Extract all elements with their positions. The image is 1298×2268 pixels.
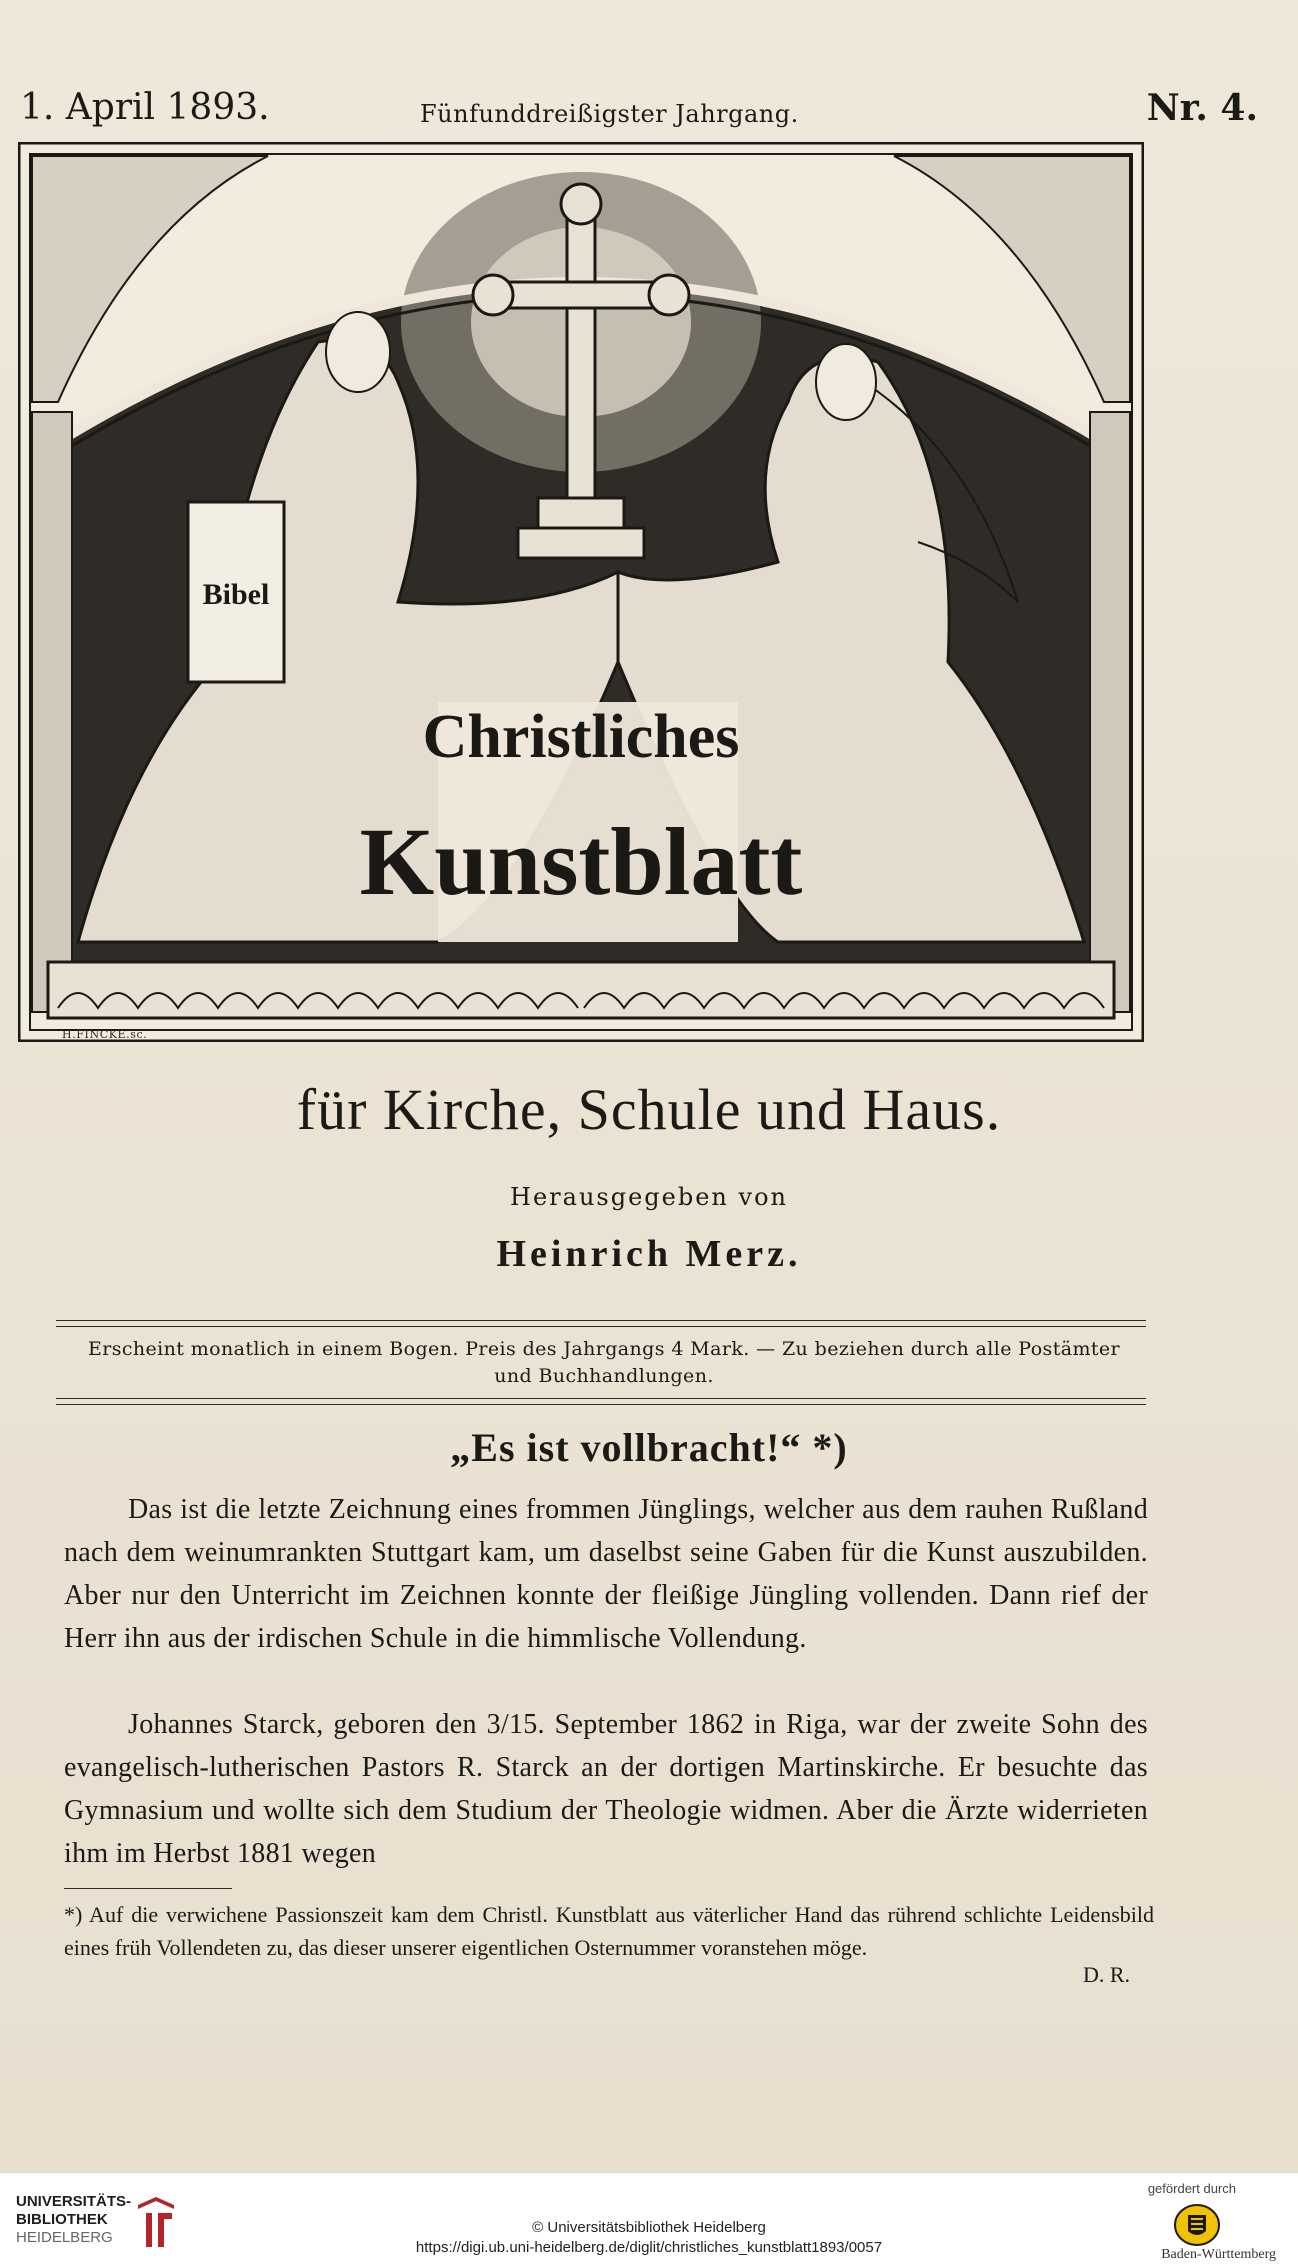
permalink[interactable]: https://digi.ub.uni-heidelberg.de/diglit/christliches_kunstblatt1893/0057	[415, 2239, 883, 2256]
book-label: Bibel	[202, 578, 270, 611]
notice-top-rule-inner	[56, 1326, 1146, 1327]
article-title: „Es ist vollbracht!“ *)	[450, 1425, 848, 1470]
footnote-rule	[64, 1888, 232, 1889]
copyright-notice: © Universitätsbibliothek Heidelberg	[532, 2219, 766, 2236]
sponsor-name: Baden-Württemberg	[1161, 2247, 1276, 2262]
issue-header	[20, 78, 1258, 138]
masthead-title-line1: Christliches	[422, 703, 740, 771]
engraver-signature: H.FINCKE.sc.	[62, 1028, 148, 1041]
issue-number: Nr. 4.	[1146, 87, 1258, 129]
masthead-illustration	[18, 142, 1144, 1042]
library-name-line-1: UNIVERSITÄTS-	[16, 2193, 132, 2210]
footnote-text: *) Auf die verwichene Passionszeit kam dem Christl. Kunstblatt aus väterlicher Hand das rührend schlichte Leidensbild eines früh Vollendeten zu, das dieser unserer eigentlichen Osternummer voranstehen möge.	[64, 1902, 1154, 1960]
editor-name: Heinrich Merz.	[496, 1233, 802, 1275]
viewer-footer	[0, 2172, 1298, 2268]
notice-bottom-rule-inner	[56, 1404, 1146, 1405]
library-name-line-2: BIBLIOTHEK	[16, 2211, 108, 2228]
notice-bottom-rule	[56, 1398, 1146, 1399]
notice-top-rule	[56, 1320, 1146, 1321]
masthead-subtitle: für Kirche, Schule und Haus.	[296, 1077, 1002, 1142]
article-paragraph-2: Johannes Starck, geboren den 3/15. September 1862 in Riga, war der zweite Sohn des evangelisch-lutherischen Pastors R. Starck an der dortigen Martinskirche. Er besuchte das Gymnasium und wollte sich dem Studium der Theologie widmen. Aber die Ärzte widerrieten ihm im Herbst 1881 wegen	[64, 1709, 1148, 1869]
sponsor-label: gefördert durch	[1147, 2181, 1236, 2196]
issue-date: 1. April 1893.	[20, 87, 270, 128]
editor-label: Herausgegeben von	[510, 1183, 788, 1211]
article-paragraph-1: Das ist die letzte Zeichnung eines frommen Jünglings, welcher aus dem rauhen Rußland nach dem weinumrankten Stuttgart kam, um daselbst seine Gaben für die Kunst auszubilden. Aber nur den Unterricht im Zeichnen konnte der fleißige Jüngling vollenden. Dann rief der Herr ihn aus der irdischen Schule in die himmlische Vollendung.	[64, 1494, 1148, 1654]
masthead-title-line2: Kunstblatt	[359, 808, 803, 915]
notice-line-2: und Buchhandlungen.	[494, 1365, 714, 1387]
library-name-line-3: HEIDELBERG	[16, 2229, 113, 2246]
volume-label: Fünfunddreißigster Jahrgang.	[420, 100, 799, 128]
subscription-notice	[64, 1336, 1144, 1390]
footnote-signature: D. R.	[1082, 1962, 1130, 1987]
notice-line-1: Erscheint monatlich in einem Bogen. Preis des Jahrgangs 4 Mark. — Zu beziehen durch alle Postämter	[87, 1338, 1121, 1360]
baden-wuerttemberg-emblem-icon[interactable]	[1158, 2197, 1236, 2249]
